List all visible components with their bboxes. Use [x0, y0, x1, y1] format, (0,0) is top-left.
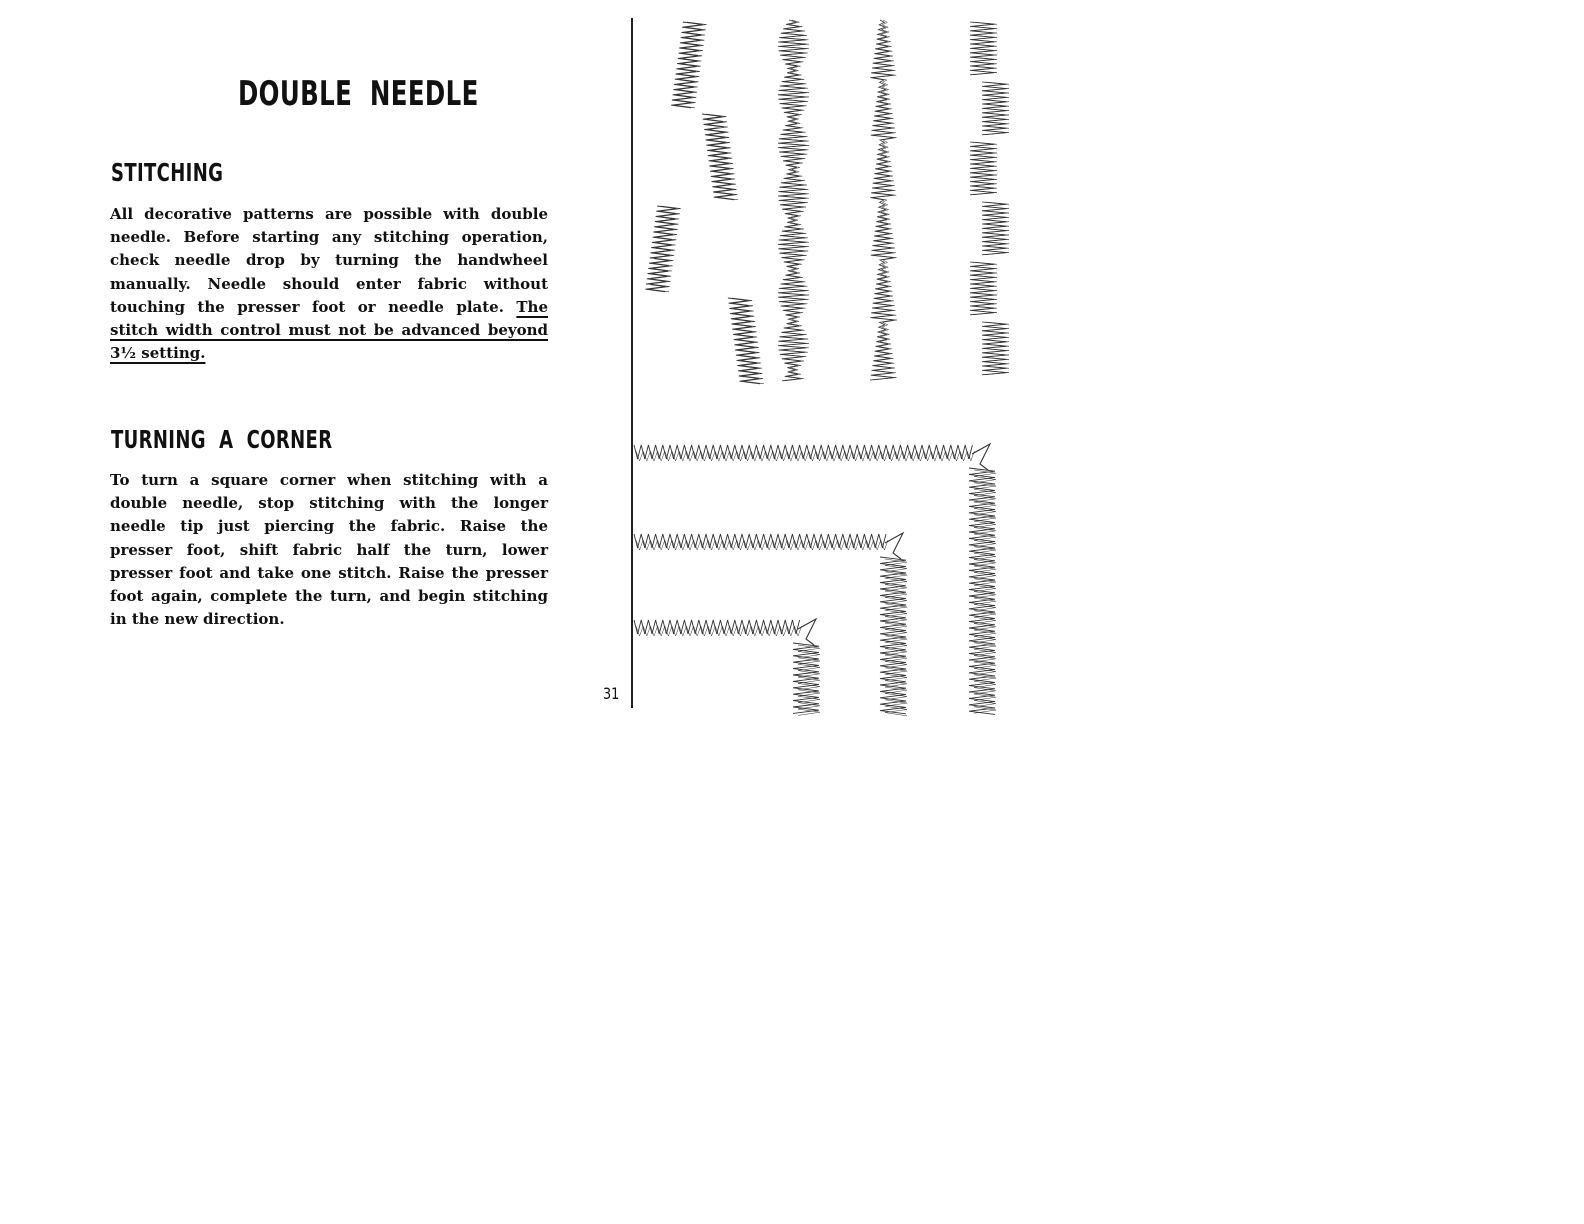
pattern-1-stitch-block-second-needle	[675, 22, 707, 108]
pattern-3-triangle-stitch-second-needle	[873, 20, 897, 380]
corner-turn-stitch	[798, 619, 816, 645]
corner-stitch-samples	[634, 444, 996, 716]
turning-corner-paragraph: To turn a square corner when stitching with a double needle, stop stitching with the longer needle tip just piercing the fabric. Raise the presser foot, shift fabric half the turn, lower presser foot and take one stitch. Raise the presser foot again, complete the turn, and begin stitching in the new direction.	[110, 471, 548, 629]
stitching-body-text: All decorative patterns are possible with double needle. Before starting any stitching operation, check needle drop by turning the handwheel manually. Needle should enter fabric without touching the presser foot or needle plate.	[110, 205, 548, 316]
page-title: DOUBLE NEEDLE	[238, 74, 479, 114]
pattern-1-stitch-block-second-needle	[649, 206, 681, 292]
stitching-heading: STITCHING	[111, 158, 224, 187]
pattern-1-stitch-block	[645, 206, 677, 292]
pattern-1-stitch-block	[671, 22, 703, 108]
page-number: 31	[603, 684, 620, 703]
decorative-pattern-samples	[645, 20, 1009, 384]
stitching-warning-text: The stitch width control must not be advanced beyond 3½ setting.	[110, 297, 548, 363]
corner-turn-stitch	[972, 444, 990, 470]
corner-turn-stitch	[885, 533, 903, 559]
pattern-3-triangle-stitch	[870, 20, 894, 380]
turning-corner-heading: TURNING A CORNER	[111, 425, 333, 454]
